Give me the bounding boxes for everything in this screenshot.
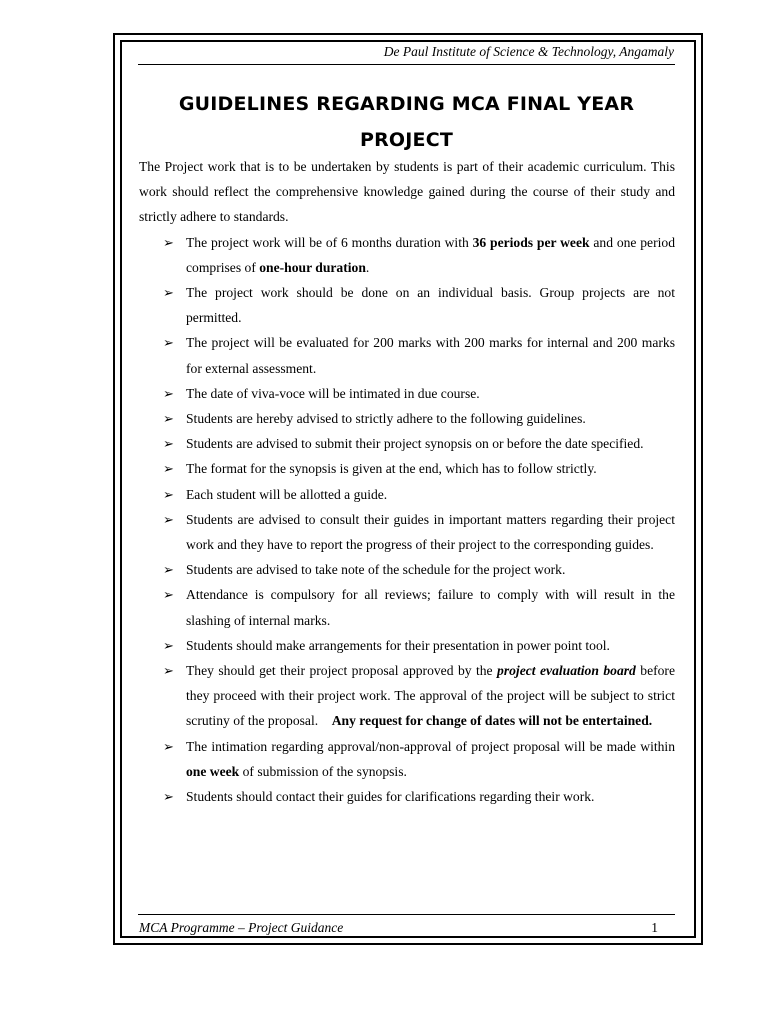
header-divider (138, 64, 675, 65)
arrow-bullet-icon: ➢ (163, 789, 174, 805)
list-item: ➢ The project work will be of 6 months duration with 36 periods per week and one period comprises of one-hour duration. (139, 230, 675, 280)
header-institute: De Paul Institute of Science & Technology, Angamaly (383, 44, 674, 59)
title-line-2: PROJECT (359, 129, 454, 151)
list-item: ➢ The date of viva-voce will be intimated in due course. (139, 381, 675, 406)
arrow-bullet-icon: ➢ (163, 234, 174, 250)
list-item: ➢ The project will be evaluated for 200 marks with 200 marks for internal and 200 marks for external assessment. (139, 330, 675, 380)
arrow-bullet-icon: ➢ (163, 663, 174, 679)
list-item: ➢ Students should make arrangements for their presentation in power point tool. (139, 633, 675, 658)
arrow-bullet-icon: ➢ (163, 335, 174, 351)
arrow-bullet-icon: ➢ (163, 511, 174, 527)
intro-paragraph: The Project work that is to be undertaken by students is part of their academic curriculum. This work should reflect the comprehensive knowledge gained during the course of their study and strictly adhere to standards. (139, 159, 675, 225)
list-item: ➢ Each student will be allotted a guide. (139, 482, 675, 507)
footer-divider (138, 914, 675, 915)
list-item: ➢ Attendance is compulsory for all reviews; failure to comply with will result in the slashing of internal marks. (139, 582, 675, 632)
arrow-bullet-icon: ➢ (163, 562, 174, 578)
document-body (139, 154, 679, 809)
arrow-bullet-icon: ➢ (163, 486, 174, 502)
footer-programme: MCA Programme – Project Guidance (139, 920, 344, 935)
list-item: ➢ The intimation regarding approval/non-approval of project proposal will be made within one week of submission of the synopsis. (139, 734, 675, 784)
page-number: 1 (651, 920, 658, 935)
arrow-bullet-icon: ➢ (163, 738, 174, 754)
page-title (138, 86, 675, 158)
arrow-bullet-icon: ➢ (163, 385, 174, 401)
arrow-bullet-icon: ➢ (163, 637, 174, 653)
list-item: ➢ Students are advised to submit their project synopsis on or before the date specified. (139, 431, 675, 456)
list-item: ➢ They should get their project proposal approved by the project evaluation board before they proceed with their project work. The approval of the project will be subject to strict scrutiny of the proposal. Any request for change of dates will not be entertained. (139, 658, 675, 734)
list-item: ➢ The project work should be done on an individual basis. Group projects are not permitted. (139, 280, 675, 330)
arrow-bullet-icon: ➢ (163, 411, 174, 427)
arrow-bullet-icon: ➢ (163, 436, 174, 452)
list-item: ➢ Students are advised to take note of the schedule for the project work. (139, 557, 675, 582)
title-line-1: GUIDELINES REGARDING MCA FINAL YEAR (178, 93, 635, 115)
arrow-bullet-icon: ➢ (163, 461, 174, 477)
guideline-list (139, 230, 679, 810)
list-item: ➢ Students are advised to consult their guides in important matters regarding their project work and they have to report the progress of their project to the corresponding guides. (139, 507, 675, 557)
list-item: ➢ The format for the synopsis is given at the end, which has to follow strictly. (139, 456, 675, 481)
list-item: ➢ Students should contact their guides for clarifications regarding their work. (139, 784, 675, 809)
list-item: ➢ Students are hereby advised to strictly adhere to the following guidelines. (139, 406, 675, 431)
arrow-bullet-icon: ➢ (163, 285, 174, 301)
arrow-bullet-icon: ➢ (163, 587, 174, 603)
